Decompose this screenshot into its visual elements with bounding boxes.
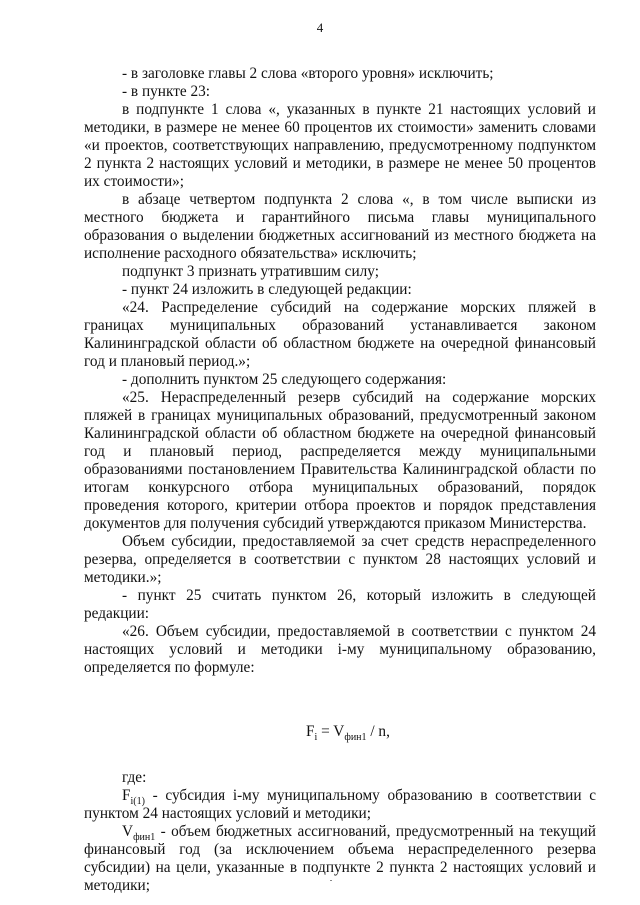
definition-subscript: i(1) xyxy=(130,796,145,808)
page-number: 4 xyxy=(316,20,324,35)
paragraph-point-26-text: «26. Объем субсидии, предоставляемой в соответствии с пунктом 24 настоящих условий и методики i-му муниципальному образованию, определяется по формуле: xyxy=(84,623,596,676)
definition-text: - объем бюджетных ассигнований, предусмотренный на текущий финансовый год (за исключением объема нераспределенного резерва субсидии) на цели, указанные в подпункте 2 пункта 2 настоящих условий и методики; xyxy=(84,823,596,894)
definition-vfin1 xyxy=(84,823,596,895)
paragraph-subpoint-1: в подпункте 1 слова «, указанных в пункте 21 настоящих условий и методики, в размере не менее 60 процентов их стоимости» заменить словами «и проектов, соответствующих направлению, предусмотренному подпунктом 2 пункта 2 настоящих условий и методики, в размере не менее 50 процентов их стоимости»; xyxy=(84,101,596,190)
paragraph-point-24-intro: - пункт 24 изложить в следующей редакции: xyxy=(122,281,412,298)
paragraph-point-25-intro: - дополнить пунктом 25 следующего содержания: xyxy=(122,371,447,388)
formula-lhs: F xyxy=(306,723,315,740)
paragraph-point-26-intro: - пункт 25 считать пунктом 26, который изложить в следующей редакции: xyxy=(84,587,596,622)
formula-rhs-subscript: фин1 xyxy=(344,732,367,744)
definition-subscript: фин1 xyxy=(133,832,156,844)
definition-fi xyxy=(84,787,596,823)
where-label: где: xyxy=(122,769,147,786)
paragraph-reserve-volume: Объем субсидии, предоставляемой за счет средств нераспределенного резерва, определяется в соответствии с пунктом 28 настоящих условий и методики.»; xyxy=(84,533,596,586)
document-body xyxy=(84,65,596,895)
definition-symbol: V xyxy=(122,823,134,840)
formula-lhs-subscript: i xyxy=(314,732,318,744)
definition-text: - субсидия i-му муниципальному образованию в соответствии с пунктом 24 настоящих условий и методики; xyxy=(84,787,596,822)
paragraph-point-25-text: «25. Нераспределенный резерв субсидий на содержание морских пляжей в границах муниципальных образований, предусмотренный законом Калининградской области об областном бюджете на очередной финансовый год и плановый период, распределяется между муниципальными образованиями постановлением Правительства Калининградской области по итогам конкурсного отбора муниципальных образований, порядок проведения которого, критерии отбора проектов и порядок представления документов для получения субсидий утверждаются приказом Министерства. xyxy=(84,389,596,532)
paragraph-subpoint-3: подпункт 3 признать утратившим силу; xyxy=(122,263,379,280)
paragraph-point-23: - в пункте 23: xyxy=(122,83,211,100)
formula xyxy=(84,723,596,744)
definition-symbol: F xyxy=(122,787,131,804)
paragraph-subpoint-2-paragraph-4: в абзаце четвертом подпункта 2 слова «, в том числе выписки из местного бюджета и гарантийного письма главы муниципального образования о выделении бюджетных ассигнований из местного бюджета на исполнение расходного обязательства» исключить; xyxy=(84,191,596,262)
formula-rest: / n, xyxy=(366,723,390,740)
formula-equals: = V xyxy=(317,723,345,740)
paragraph-point-24-text: «24. Распределение субсидий на содержание морских пляжей в границах муниципальных образований устанавливается законом Калининградской области об областном бюджете на очередной финансовый год и плановый период.»; xyxy=(84,299,596,370)
paragraph-chapter-heading-change: - в заголовке главы 2 слова «второго уровня» исключить; xyxy=(122,65,494,82)
scan-artifact xyxy=(330,880,332,881)
